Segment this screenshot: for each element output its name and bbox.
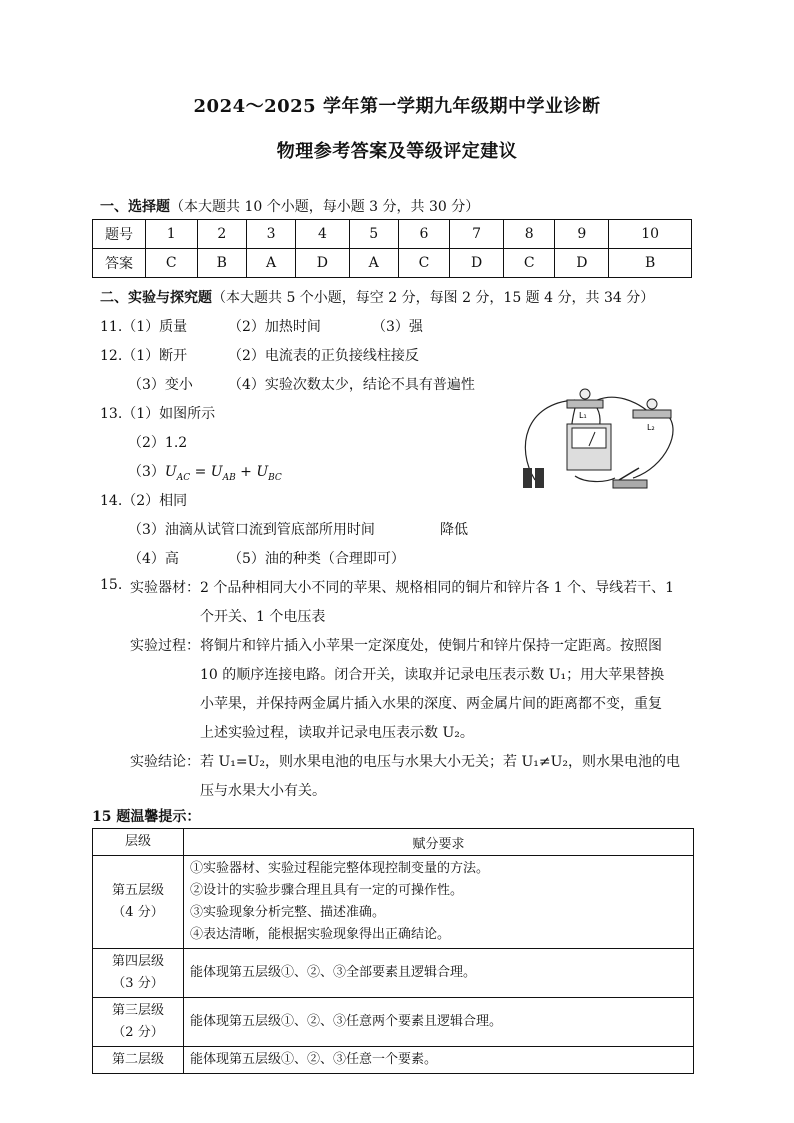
q15-conclusion-line2: 压与水果大小有关。 — [200, 783, 326, 799]
answer-cell: C — [146, 249, 198, 278]
level-score: （2 分） — [112, 1025, 164, 1040]
circuit-diagram-figure — [515, 388, 685, 498]
number-cell: 9 — [555, 220, 609, 249]
answer-cell: D — [296, 249, 350, 278]
subscript-bc: BC — [268, 472, 282, 483]
q15-materials-label: 实验器材： — [130, 580, 200, 596]
q15-conclusion-label: 实验结论： — [130, 754, 200, 770]
rubric-row — [93, 949, 694, 998]
q12-part2: （2）电流表的正负接线柱接反 — [228, 348, 419, 364]
q12-part1: 12.（1）断开 — [100, 348, 188, 364]
section2-heading — [100, 287, 654, 307]
requirement-item: 能体现第五层级①、②、③任意两个要素且逻辑合理。 — [190, 1014, 503, 1029]
rubric-row — [93, 998, 694, 1047]
rubric-level-cell — [93, 856, 184, 949]
q15-process-line4: 上述实验过程，读取并记录电压表示数 U₂。 — [200, 725, 474, 741]
rubric-requirement-cell — [184, 949, 694, 998]
level-name: 第四层级 — [111, 954, 164, 969]
level-score: （4 分） — [112, 905, 164, 920]
row-label: 答案 — [93, 249, 146, 278]
q14-part5: （5）油的种类（合理即可） — [228, 551, 405, 567]
level-name: 第二层级 — [111, 1052, 164, 1067]
answer-cell: B — [197, 249, 247, 278]
rubric-requirement-cell — [184, 856, 694, 949]
level-name: 第五层级 — [111, 883, 164, 898]
q13-part2: （2）1.2 — [128, 435, 188, 451]
voltage-symbol: U — [256, 464, 269, 480]
rubric-header-level: 层级 — [93, 829, 184, 856]
sub-title: 物理参考答案及等级评定建议 — [276, 141, 518, 162]
section1-note: （本大题共 10 个小题，每小题 3 分，共 30 分） — [170, 199, 480, 215]
grading-rubric-table — [92, 828, 694, 1074]
q13-part3 — [128, 461, 282, 483]
rubric-header-requirement: 赋分要求 — [184, 829, 694, 856]
section1-head: 一、选择题 — [100, 199, 170, 215]
number-cell: 7 — [450, 220, 504, 249]
q15-conclusion-line1: 若 U₁=U₂，则水果电池的电压与水果大小无关；若 U₁≠U₂，则水果电池的电 — [200, 754, 681, 770]
number-cell: 4 — [296, 220, 350, 249]
level-score: （3 分） — [112, 976, 164, 991]
answer-cell: C — [503, 249, 555, 278]
switch-lever — [619, 468, 639, 480]
voltage-symbol: U — [210, 464, 223, 480]
q11-part3: （3）强 — [372, 319, 423, 335]
q14-part2: （3）油滴从试管口流到管底部所用时间 — [128, 522, 375, 538]
subscript-ab: AB — [222, 472, 236, 483]
rubric-level-cell — [93, 998, 184, 1047]
answer-cell: D — [555, 249, 609, 278]
rubric-row — [93, 856, 694, 949]
q11-part1: 11.（1）质量 — [100, 319, 188, 335]
section1-heading — [100, 196, 479, 216]
number-cell: 1 — [146, 220, 198, 249]
rubric-level-cell — [93, 949, 184, 998]
requirement-item: ③实验现象分析完整、描述准确。 — [190, 905, 386, 920]
level-name: 第三层级 — [111, 1003, 164, 1018]
rubric-level-cell — [93, 1047, 184, 1074]
q15-process-line3: 小苹果，并保持两金属片插入水果的深度、两金属片间的距离都不变，重复 — [200, 696, 662, 712]
lamp-base-l1 — [567, 400, 603, 408]
rubric-row — [93, 1047, 694, 1074]
q13-part3-prefix: （3） — [128, 464, 165, 480]
lamp-base-l2 — [633, 410, 671, 418]
battery-2 — [535, 468, 544, 488]
q12-part4: （4）实验次数太少，结论不具有普遍性 — [228, 377, 475, 393]
q11-part2: （2）加热时间 — [228, 319, 321, 335]
q14-part3: 降低 — [440, 522, 468, 538]
row-label: 题号 — [93, 220, 146, 249]
q15-tip-heading: 15 题温馨提示： — [92, 809, 201, 825]
number-cell: 3 — [247, 220, 296, 249]
requirement-item: 能体现第五层级①、②、③任意一个要素。 — [190, 1052, 438, 1067]
number-cell: 5 — [349, 220, 398, 249]
plus-sign: + — [235, 464, 257, 480]
rubric-requirement-cell — [184, 1047, 694, 1074]
subscript-ac: AC — [176, 472, 191, 483]
q15-process-line1: 将铜片和锌片插入小苹果一定深度处，使铜片和锌片保持一定距离。按照图 — [200, 638, 662, 654]
answer-row — [93, 249, 692, 278]
label-l2: L₂ — [647, 423, 655, 432]
q13-part1: 13.（1）如图所示 — [100, 406, 216, 422]
section2-head: 二、实验与探究题 — [100, 290, 212, 306]
requirement-item: ①实验器材、实验过程能完整体现控制变量的方法。 — [190, 861, 490, 876]
q14-part4: （4）高 — [128, 551, 179, 567]
answer-cell: C — [398, 249, 450, 278]
switch — [613, 480, 647, 488]
label-l1: L₁ — [579, 411, 587, 420]
q15-materials-line2: 个开关、1 个电压表 — [200, 609, 326, 625]
answer-cell: B — [609, 249, 692, 278]
answer-cell: A — [247, 249, 296, 278]
requirement-item: ②设计的实验步骤合理且具有一定的可操作性。 — [190, 883, 464, 898]
answer-table — [92, 219, 692, 278]
bulb-l2 — [647, 399, 657, 409]
q14-part1: 14.（2）相同 — [100, 493, 188, 509]
rubric-requirement-cell — [184, 998, 694, 1047]
requirement-item: ④表达清晰，能根据实验现象得出正确结论。 — [190, 927, 451, 942]
q15-process-line2: 10 的顺序连接电路。闭合开关，读取并记录电压表示数 U₁；用大苹果替换 — [200, 667, 665, 683]
section2-note: （本大题共 5 个小题，每空 2 分，每图 2 分，15 题 4 分，共 34 分） — [212, 290, 655, 306]
battery-1 — [523, 468, 532, 488]
answer-cell: D — [450, 249, 504, 278]
q12-part3: （3）变小 — [128, 377, 193, 393]
number-cell: 8 — [503, 220, 555, 249]
requirement-item: 能体现第五层级①、②、③全部要素且逻辑合理。 — [190, 965, 477, 980]
bulb-l1 — [580, 389, 590, 399]
q15-materials-line1: 2 个品种相同大小不同的苹果、规格相同的铜片和锌片各 1 个、导线若干、1 — [200, 580, 675, 596]
number-cell: 10 — [609, 220, 692, 249]
main-title: 2024～2025 学年第一学期九年级期中学业诊断 — [193, 96, 601, 117]
q15-number: 15. — [100, 577, 123, 593]
voltage-symbol: U — [164, 464, 177, 480]
number-row — [93, 220, 692, 249]
q15-process-label: 实验过程： — [130, 638, 200, 654]
rubric-header-row — [93, 829, 694, 856]
answer-cell: A — [349, 249, 398, 278]
number-cell: 2 — [197, 220, 247, 249]
number-cell: 6 — [398, 220, 450, 249]
equals-sign: = — [190, 464, 211, 480]
